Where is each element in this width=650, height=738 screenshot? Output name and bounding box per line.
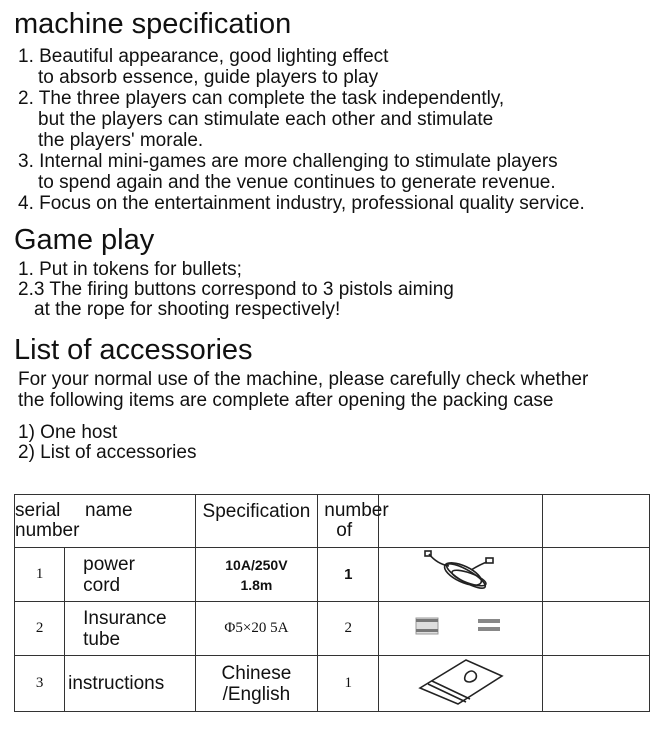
accessory-item: 2) List of accessories bbox=[18, 442, 197, 463]
row-name bbox=[65, 548, 195, 602]
accessories-table bbox=[14, 494, 650, 712]
row-qty: 1 bbox=[318, 656, 379, 712]
header-extra bbox=[543, 495, 650, 548]
header-qty bbox=[318, 495, 389, 548]
table-row bbox=[15, 656, 650, 712]
header-qty-b: of bbox=[336, 520, 353, 541]
header-spec: Specification bbox=[195, 495, 318, 548]
spec-line: 4. Focus on the entertainment industry, professional quality service. bbox=[18, 193, 585, 214]
row-qty: 1 bbox=[318, 548, 379, 602]
row-spec bbox=[195, 602, 318, 656]
accessory-item: 1) One host bbox=[18, 422, 118, 443]
spec-line: but the players can stimulate each other and stimulate bbox=[38, 109, 494, 130]
spec-line: to spend again and the venue continues to generate revenue. bbox=[38, 172, 556, 193]
row-serial: 1 bbox=[15, 548, 65, 602]
spec-line: 1. Beautiful appearance, good lighting effect bbox=[18, 46, 389, 67]
table-header-row bbox=[15, 495, 650, 548]
row-extra bbox=[543, 548, 650, 602]
table-row bbox=[15, 548, 650, 602]
game-line: 2.3 The firing buttons correspond to 3 pistols aiming bbox=[18, 279, 454, 300]
power-cord-icon bbox=[379, 548, 543, 602]
header-name: name bbox=[85, 500, 133, 521]
row-spec-b: /English bbox=[222, 683, 291, 705]
header-image bbox=[379, 495, 543, 548]
row-serial: 2 bbox=[15, 602, 65, 656]
row-name: instructions bbox=[65, 656, 195, 712]
row-spec-a: Φ5×20 5A bbox=[224, 620, 289, 636]
spec-line: the players' morale. bbox=[38, 130, 204, 151]
row-name bbox=[65, 602, 195, 656]
header-qty-a: number bbox=[324, 500, 389, 521]
accessories-title: List of accessories bbox=[14, 334, 253, 366]
spec-line: 3. Internal mini-games are more challenging to stimulate players bbox=[18, 151, 558, 172]
row-name-b: tube bbox=[83, 628, 121, 650]
row-name-a: Insurance bbox=[83, 607, 167, 629]
row-spec-b: 1.8m bbox=[240, 576, 273, 593]
row-spec bbox=[195, 656, 318, 712]
row-extra bbox=[543, 602, 650, 656]
machine-spec-title: machine specification bbox=[14, 8, 292, 40]
accessories-intro: For your normal use of the machine, please carefully check whether bbox=[18, 369, 589, 390]
row-name-a: power bbox=[83, 553, 135, 575]
header-serial: serial bbox=[15, 500, 61, 521]
row-spec-a: 10A/250V bbox=[225, 556, 288, 573]
game-line: at the rope for shooting respectively! bbox=[34, 299, 341, 320]
header-serial-number: number bbox=[15, 520, 80, 541]
accessories-intro: the following items are complete after opening the packing case bbox=[18, 390, 554, 411]
spec-line: 2. The three players can complete the task independently, bbox=[18, 88, 505, 109]
fuse-icon bbox=[379, 602, 543, 656]
row-extra bbox=[543, 656, 650, 712]
row-spec bbox=[195, 548, 318, 602]
row-spec-a: Chinese bbox=[221, 662, 292, 684]
manual-booklet-icon bbox=[379, 656, 543, 712]
game-play-title: Game play bbox=[14, 224, 155, 256]
row-qty: 2 bbox=[318, 602, 379, 656]
spec-line: to absorb essence, guide players to play bbox=[38, 67, 379, 88]
table-row bbox=[15, 602, 650, 656]
header-serial-name bbox=[15, 495, 196, 548]
game-line: 1. Put in tokens for bullets; bbox=[18, 259, 242, 280]
row-serial: 3 bbox=[15, 656, 65, 712]
row-name-b: cord bbox=[83, 574, 121, 596]
